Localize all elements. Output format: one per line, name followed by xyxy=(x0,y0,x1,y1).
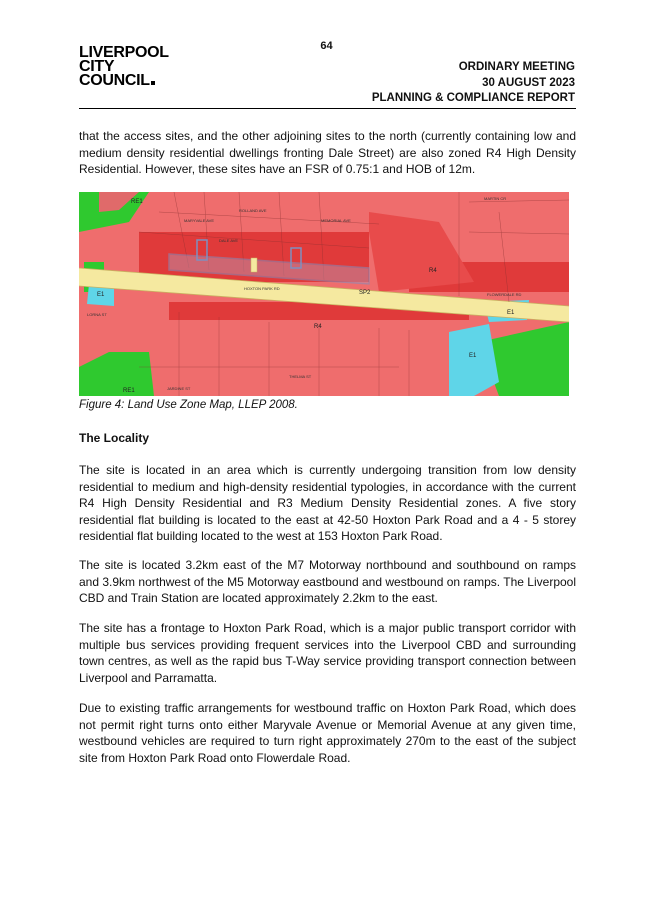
logo-dot-icon xyxy=(151,81,155,85)
street-hoxton-park-rd: HOXTON PARK RD xyxy=(244,286,280,291)
street-jardine-st: JARDINE ST xyxy=(167,386,191,391)
zone-label-r4-south: R4 xyxy=(314,324,322,330)
intro-paragraph: that the access sites, and the other adjoining sites to the north (currently containing low and medium density residential dwellings fronting Dale Street) are also zoned R4 High Density Residential. However, these sites have an FSR of 0.75:1 and HOB of 12m. xyxy=(79,129,576,176)
section-heading: The Locality xyxy=(79,431,150,445)
street-thelma-st: THELMA ST xyxy=(289,374,312,379)
report-header xyxy=(372,60,575,107)
paragraph-locality-3: The site has a frontage to Hoxton Park Road, which is a major public transport corridor with multiple bus services providing frequent services into the Liverpool CBD and surrounding town centres, as well as the rapid bus T-Way service providing transport connection between Liverpool and Parramatta. xyxy=(79,621,576,685)
meeting-date: 30 AUGUST 2023 xyxy=(482,76,575,89)
street-memorial-ave: MEMORIAL AVE xyxy=(321,218,351,223)
council-logo xyxy=(79,46,169,88)
meeting-title: ORDINARY MEETING xyxy=(458,61,575,73)
street-lorna-st: LORNA ST xyxy=(87,312,107,317)
zone-label-re1-north: RE1 xyxy=(131,199,143,205)
site-tag-label: SP2 xyxy=(359,290,371,296)
zone-label-e1-right: E1 xyxy=(507,310,515,316)
street-dale-ave: DALE AVE xyxy=(219,238,239,243)
paragraph-locality-1: The site is located in an area which is currently undergoing transition from low density residential to medium and high-density residential typologies, in accordance with the current R4 High Density Residential and R3 Medium Density Residential zones. A five story residential flat building is located to the east at 42-50 Hoxton Park Road and a 4 - 5 storey residential flat building located to the west at 153 Hoxton Park Road. xyxy=(79,463,576,543)
page-number: 64 xyxy=(320,40,333,52)
land-use-zone-map xyxy=(79,192,569,396)
paragraph-locality-2: The site is located 3.2km east of the M7 Motorway northbound and southbound on ramps and 3.9km northwest of the M5 Motorway eastbound and westbound on ramps. The Liverpool CBD and Train Station are located approximately 2.2km to the east. xyxy=(79,558,576,605)
logo-line-2: CITY xyxy=(79,58,115,75)
logo-line-3: COUNCIL xyxy=(79,72,150,89)
paragraph-locality-4: Due to existing traffic arrangements for westbound traffic on Hoxton Park Road, which does not permit right turns onto either Maryvale Avenue or Memorial Avenue at any given time, westbound vehicles are required to turn right approximately 270m to the east of the subject site from Hoxton Park Road onto Flowerdale Road. xyxy=(79,701,576,765)
report-title: PLANNING & COMPLIANCE REPORT xyxy=(371,92,575,104)
zone-label-e1-west: E1 xyxy=(97,292,105,298)
street-rolland-ave: ROLLAND AVE xyxy=(239,208,267,213)
street-maryvale-ave: MARYVALE AVE xyxy=(184,218,215,223)
header-divider xyxy=(79,108,576,109)
zone-label-re1-south: RE1 xyxy=(123,388,135,394)
street-flowerdale-rd: FLOWERDALE RD xyxy=(487,292,522,297)
street-martin-cr: MARTIN CR xyxy=(484,196,507,201)
zone-label-r4-east: R4 xyxy=(429,268,437,274)
figure-caption: Figure 4: Land Use Zone Map, LLEP 2008. xyxy=(79,399,298,411)
zone-label-e1-east: E1 xyxy=(469,353,477,359)
logo-line-1: LIVERPOOL xyxy=(79,44,169,61)
